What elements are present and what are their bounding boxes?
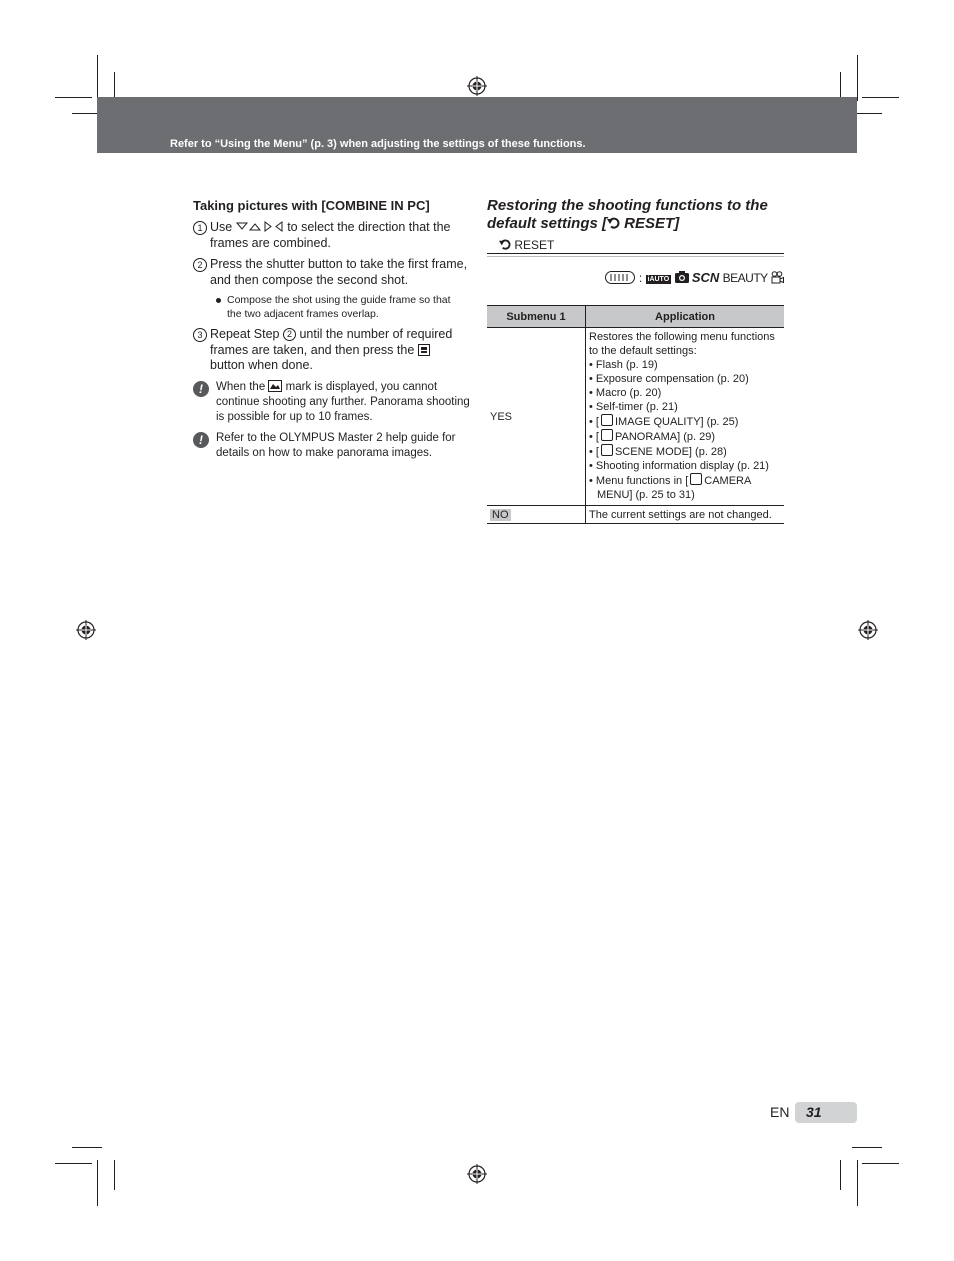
table-header-application: Application	[586, 306, 785, 328]
crop-mark	[55, 1163, 92, 1164]
table-row	[487, 328, 784, 506]
page-number-box	[795, 1102, 857, 1123]
crop-mark	[114, 1160, 115, 1190]
step-text: to select the direction that the frames are combined.	[210, 220, 451, 250]
crop-mark	[857, 1160, 858, 1206]
header-note: Refer to “Using the Menu” (p. 3) when adjusting the settings of these functions.	[170, 138, 586, 150]
list-item: • Menu functions in [ CAMERA MENU] (p. 25 to 31)	[589, 475, 751, 501]
movie-mode-icon	[771, 271, 784, 284]
step-text: Repeat Step	[210, 327, 280, 341]
no-application: The current settings are not changed.	[586, 506, 785, 524]
list-item: • [ IMAGE QUALITY] (p. 25)	[589, 416, 739, 428]
reset-icon	[499, 238, 511, 250]
note-text: When the	[216, 381, 266, 393]
table-row	[487, 506, 784, 524]
crop-mark	[55, 97, 92, 98]
note-text: mark is displayed, you cannot continue shooting any further. Panorama shooting is possible for up to 10 frames.	[216, 381, 470, 423]
list-item: • [ PANORAMA] (p. 29)	[589, 431, 716, 443]
registration-mark-icon	[467, 76, 487, 96]
caution-icon: !	[193, 381, 209, 397]
step-1	[193, 220, 468, 251]
divider	[487, 256, 784, 257]
crop-mark	[862, 97, 899, 98]
crop-mark	[72, 1147, 102, 1148]
table-header-submenu: Submenu 1	[487, 306, 586, 328]
heading-text: Restoring the shooting functions to the	[487, 197, 768, 214]
crop-mark	[857, 55, 858, 101]
crop-mark	[862, 1163, 899, 1164]
registration-mark-icon	[858, 620, 878, 640]
reset-icon	[607, 216, 620, 229]
shooting-modes	[600, 270, 784, 286]
image-quality-icon	[601, 414, 613, 426]
combine-heading: Taking pictures with [COMBINE IN PC]	[193, 198, 430, 213]
list-item: • Macro (p. 20)	[589, 387, 662, 399]
camera-program-icon	[675, 271, 689, 283]
divider	[487, 253, 784, 254]
caution-note-2	[193, 431, 471, 461]
step-number: 3	[193, 328, 207, 342]
bullet-icon	[216, 298, 221, 303]
registration-mark-icon	[467, 1164, 487, 1184]
bullet-text: Compose the shot using the guide frame so that the two adjacent frames overlap.	[227, 294, 451, 320]
step-text: Use	[210, 220, 233, 234]
step-number: 1	[193, 221, 207, 235]
heading-text: RESET]	[620, 215, 680, 232]
step-2	[193, 257, 468, 288]
caution-note-1	[193, 380, 471, 425]
step-3	[193, 327, 468, 374]
note-text: Refer to the OLYMPUS Master 2 help guide for details on how to make panorama images.	[216, 432, 456, 459]
scn-mode-icon: SCN	[691, 270, 720, 285]
caution-icon: !	[193, 432, 209, 448]
scene-mode-icon	[601, 444, 613, 456]
list-item: • Self-timer (p. 21)	[589, 401, 678, 413]
reset-menu-label	[499, 238, 554, 252]
ok-button-icon	[418, 344, 430, 356]
yes-application	[586, 328, 785, 506]
list-item: • [ SCENE MODE] (p. 28)	[589, 446, 727, 458]
panorama-full-icon	[268, 380, 282, 392]
application-intro: Restores the following menu functions to the default settings:	[589, 331, 775, 357]
reset-heading	[487, 197, 787, 233]
registration-mark-icon	[76, 620, 96, 640]
list-item: • Shooting information display (p. 21)	[589, 460, 769, 472]
mode-colon: :	[638, 271, 643, 285]
heading-text: default settings [	[487, 215, 608, 232]
crop-mark	[852, 1147, 882, 1148]
language-label: EN	[770, 1104, 790, 1120]
step-ref: 2	[283, 328, 296, 341]
guide-frame-bullet	[216, 293, 468, 321]
step-text: button when done.	[210, 358, 313, 372]
crop-mark	[840, 1160, 841, 1190]
iauto-mode-icon: iAUTO	[647, 276, 670, 283]
list-item: • Flash (p. 19)	[589, 359, 658, 371]
panorama-icon	[601, 429, 613, 441]
step-text: until the number of required frames are taken, and then press the	[210, 327, 453, 357]
page-number: 31	[806, 1104, 822, 1120]
submenu-no-label: NO	[492, 508, 509, 521]
camera-menu-icon	[690, 473, 702, 485]
beauty-mode-icon: BEAUTY	[722, 271, 768, 285]
reset-settings-table	[487, 305, 784, 524]
submenu-no	[487, 506, 586, 524]
arrow-keys-icon	[236, 221, 284, 232]
crop-mark	[97, 55, 98, 101]
mode-dial-icon	[605, 271, 635, 284]
submenu-yes: YES	[487, 328, 586, 506]
crop-mark	[97, 1160, 98, 1206]
list-item: • Exposure compensation (p. 20)	[589, 373, 749, 385]
menu-label-text: RESET	[514, 238, 555, 252]
step-text: Press the shutter button to take the first frame, and then compose the second shot.	[210, 257, 468, 287]
step-number: 2	[193, 258, 207, 272]
